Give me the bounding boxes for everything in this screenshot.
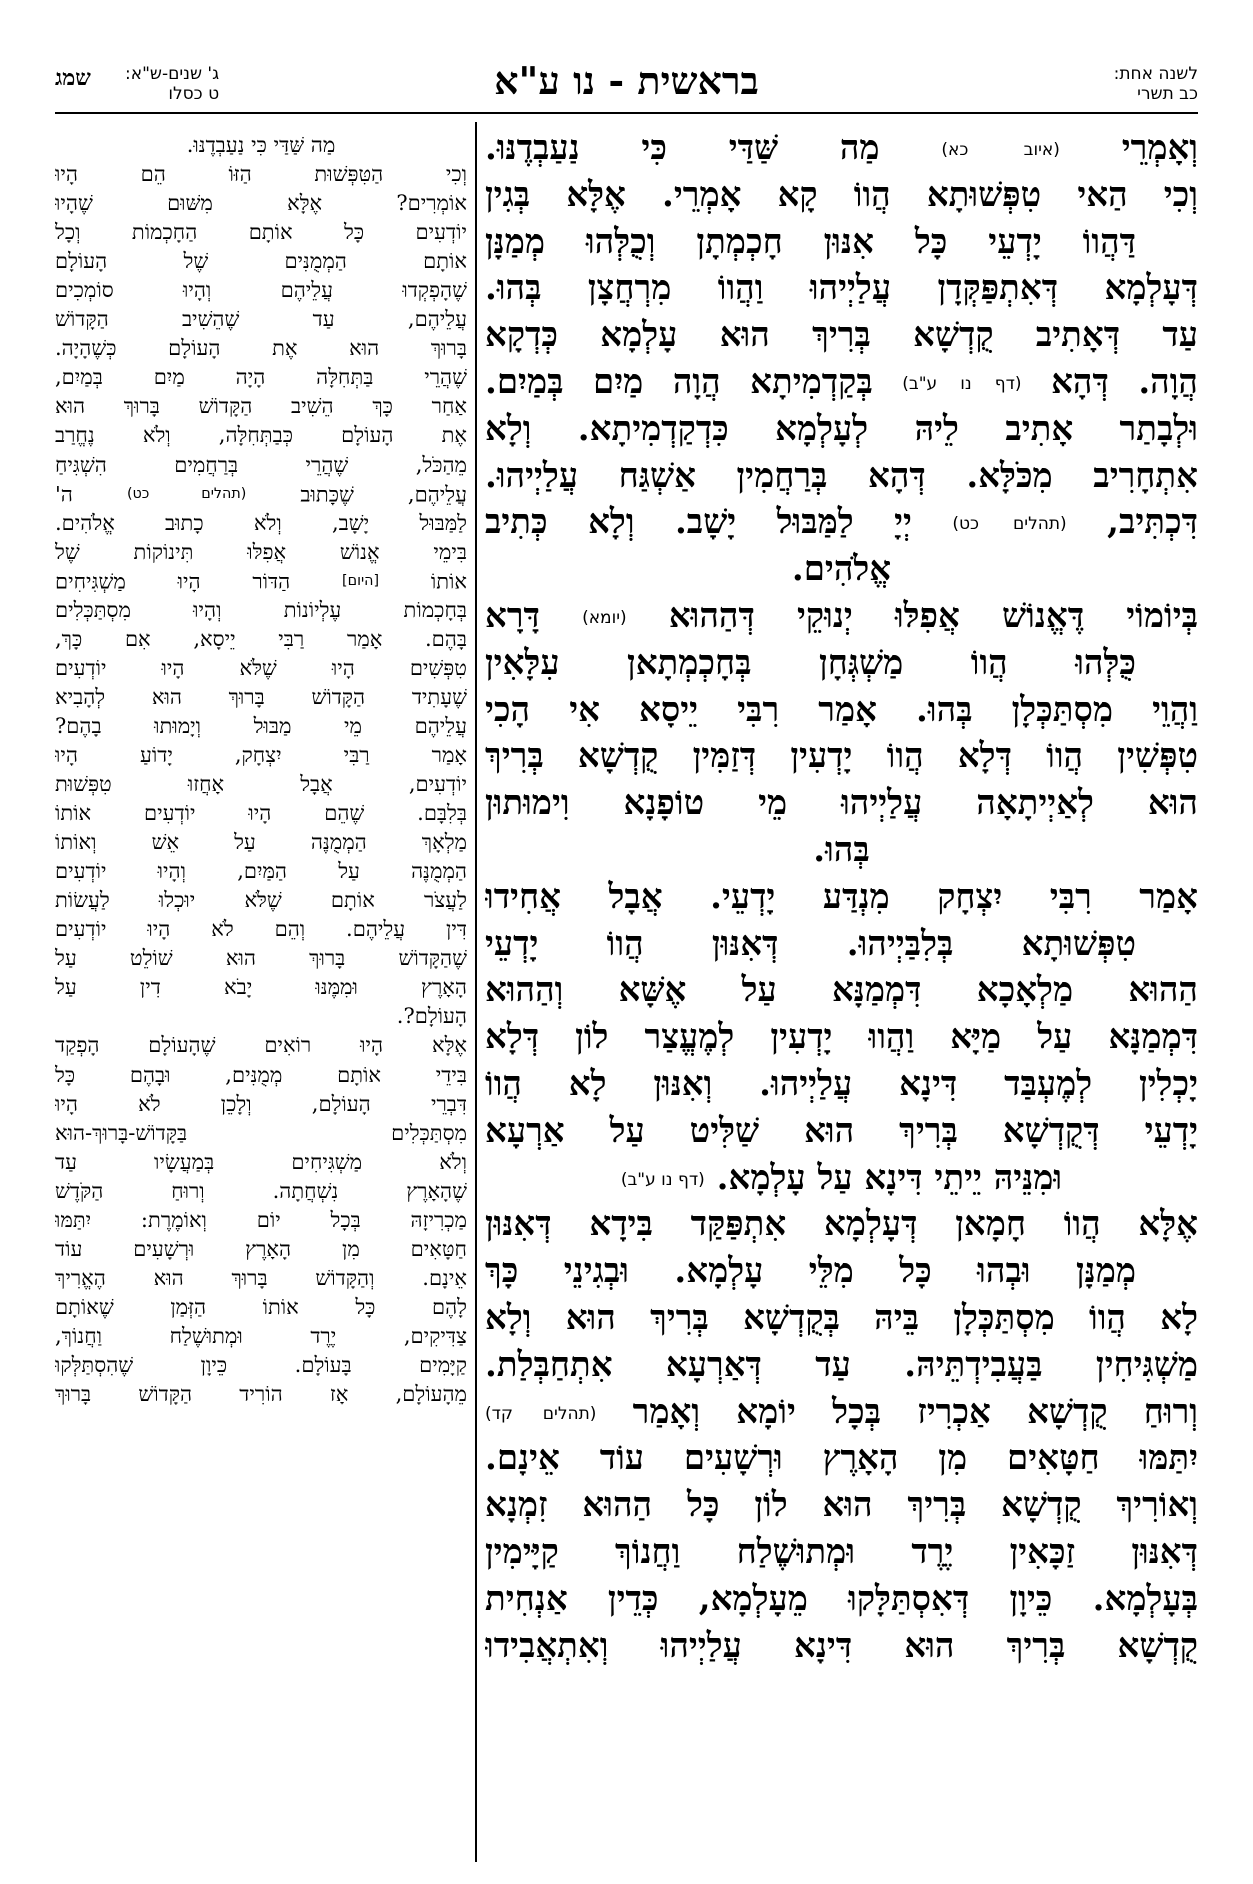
main-line: אָמַר רִבִּי יִצְחָק מִנְדַּע יָדְעֵי. אֲבָל אֲחִידוּ <box>485 876 1198 917</box>
commentary-line: לָהֶם כָּל אוֹתוֹ הַזְּמַן שֶׁאוֹתָם <box>55 1294 467 1319</box>
commentary-line: שֶׁהַקָּדוֹשׁ בָּרוּךְ הוּא שׁוֹלֵט עַל <box>55 946 467 971</box>
commentary-line: דִּין עֲלֵיהֶם. וְהֵם לֹא הָיוּ יוֹדְעִים <box>55 917 467 942</box>
source-reference: (דף נו ע"ב) <box>902 373 1022 394</box>
commentary-line: בְּחָכְמוֹת עֶלְיוֹנוֹת וְהָיוּ מִסְתַּכְּלִים <box>55 597 467 622</box>
commentary-line: שֶׁהָאָרֶץ נִשְׁחֲתָה. וְרוּחַ הַקֹּדֶשׁ <box>55 1178 467 1203</box>
main-line: מַשְׁגִּיחִין בַּעֲבִידְתֵּיהּ. עַד דְּאַרְעָא אִתְחַבְּלַת. <box>485 1344 1198 1385</box>
main-line: הוּא לְאַיְיתָאָה עֲלַיְיהוּ מֵי טוֹפָנָא וִימוּתוּן <box>485 783 1198 824</box>
main-line: וְאוֹרִיךְ קֻדְשָׁא בְּרִיךְ הוּא לוֹן כָּל הַהוּא זִמְנָא <box>485 1485 1198 1526</box>
commentary-line: וְלֹא מַשְׁגִּיחִים בְּמַעֲשָׂיו עַד <box>55 1149 467 1174</box>
main-line: אֶלָּא הֲווֹ חָמָאן דְּעָלְמָא אִתְפַּקַּד בִּידָא דְּאִנּוּן <box>485 1204 1198 1245</box>
commentary-line: שֶׁהָפְקְדוּ עֲלֵיהֶם וְהָיוּ סוֹמְכִים <box>55 278 467 303</box>
zohar-aramaic-column <box>485 125 1198 1669</box>
main-line: הַהוּא מַלְאָכָא דִּמְמַנָּא עַל אֶשָּׁא וְהַהוּא <box>485 970 1198 1011</box>
main-line: אֱלֹהִים. <box>791 549 892 590</box>
commentary-line: צַדִּיקִים, יֶרֶד וּמְתוּשֶׁלַח וַחֲנוֹךְ, <box>55 1323 467 1348</box>
commentary-line: חַטָּאִים מִן הָאָרֶץ וּרְשָׁעִים עוֹד <box>55 1236 467 1261</box>
commentary-line: אָמַר רַבִּי יִצְחָק, יָדוֹעַ הָיוּ <box>55 742 467 767</box>
main-line: דְּאִנּוּן זַכָּאִין יֶרֶד וּמְתוּשֶׁלַח וַחֲנוֹךְ קַיָּימִין <box>485 1531 1198 1572</box>
commentary-line: מַכְרִיזָהּ בְּכָל יוֹם וְאוֹמֶרֶת: יִתַּמּוּ <box>55 1207 467 1232</box>
commentary-line: אֶלָּא הָיוּ רוֹאִים שֶׁהָעוֹלָם הָפְקַד <box>55 1033 467 1058</box>
main-line: וּלְבָתַר אָתִיב לֵיהּ לְעָלְמָא כִּדְקַדְמִיתָא. וְלָא <box>485 408 1198 449</box>
commentary-line: אוֹתוֹ [היום] הַדּוֹר הָיוּ מַשְׁגִּיחִים <box>55 569 467 594</box>
schedule-label-one-year: לשנה אחת: <box>1113 64 1198 84</box>
commentary-line: מַלְאָךְ הַמְמֻנֶּה עַל אֵשׁ וְאוֹתוֹ <box>55 830 467 855</box>
commentary-line: לַעֲצֹר אוֹתָם שֶׁלֹּא יוּכְלוּ לַעֲשׂוֹת <box>55 888 467 913</box>
page-header <box>55 60 1198 105</box>
commentary-line: בָּהֶם. אָמַר רַבִּי יֵיסָא, אִם כָּךְ, <box>55 626 467 651</box>
commentary-line: לַמַּבּוּל יָשָׁב, וְלֹא כָתוּב אֱלֹהִים. <box>55 510 467 535</box>
header-divider <box>55 112 1198 114</box>
source-reference: (איוב כא) <box>941 139 1060 160</box>
commentary-line: מֵהַכֹּל, שֶׁהֲרֵי בְּרַחֲמִים הִשְׁגִּיחַ <box>55 452 467 477</box>
main-line: יָדְעֵי דְּקֻדְשָׁא בְּרִיךְ הוּא שַׁלִּיט עַל אַרְעָא <box>485 1110 1198 1151</box>
source-reference: (יומא) <box>582 607 627 628</box>
commentary-line: מֵהָעוֹלָם, אָז הוֹרִיד הַקָּדוֹשׁ בָּרוּךְ <box>55 1382 467 1407</box>
column-divider <box>475 122 477 1862</box>
main-line: טִפְּשִׁין הֲווֹ דְּלָא הֲווֹ יָדְעִין דְּזַמִּין קֻדְשָׁא בְּרִיךְ <box>485 736 1198 777</box>
main-line: טִפְּשׁוּתָא בְּלִבַּיְיהוּ. דְּאִנּוּן הֲווֹ יָדְעֵי <box>485 923 1136 964</box>
main-line: וְכִי הַאי טִפְּשׁוּתָא הֲווֹ קָא אָמְרֵי. אֶלָּא בְּגִין <box>485 174 1198 215</box>
main-line: קֻדְשָׁא בְּרִיךְ הוּא דִּינָא עֲלַיְיהוּ וְאִתְאֲבִידוּ <box>485 1625 1198 1666</box>
commentary-line: מַה שַּׁדַּי כִּי נַעַבְדֶנּוּ. <box>186 133 336 157</box>
source-reference: (תהלים קד) <box>485 1403 597 1424</box>
main-line: לָא הֲווֹ מִסְתַּכְּלָן בֵּיהּ בְּקֻדְשָׁא בְּרִיךְ הוּא וְלָא <box>485 1297 1198 1338</box>
commentary-line: שֶׁהֲרֵי בַּתְּחִלָּה הָיָה מַיִם בְּמַיִם, <box>55 365 467 390</box>
commentary-line: יוֹדְעִים, אֲבָל אָחֲזוּ טִפְּשׁוּת <box>55 772 467 797</box>
commentary-line: אוֹתָם הַמְמֻנִּים שֶׁל הָעוֹלָם <box>55 249 467 274</box>
commentary-line: אַחַר כָּךְ הֵשִׁיב הַקָּדוֹשׁ בָּרוּךְ הוּא <box>55 394 467 419</box>
main-line: וְאָמְרֵי (איוב כא) מַה שַּׁדַּי כִּי נַעַבְדֶנּוּ. <box>485 128 1198 168</box>
page-number: שמג <box>55 65 91 91</box>
commentary-line: בִּימֵי אֱנוֹשׁ אֲפִלּוּ תִּינוֹקוֹת שֶׁל <box>55 539 467 564</box>
source-reference: [היום] <box>342 572 380 589</box>
commentary-line: בָּרוּךְ הוּא אֶת הָעוֹלָם כְּשֶׁהָיָה. <box>55 336 467 361</box>
commentary-line: שֶׁעָתִיד הַקָּדוֹשׁ בָּרוּךְ הוּא לְהָבִיא <box>55 684 467 709</box>
commentary-line: הַמְמֻנֶּה עַל הַמַּיִם, וְהָיוּ יוֹדְעִים <box>55 859 467 884</box>
commentary-line: הָעוֹלָם?. <box>396 1004 467 1029</box>
schedule-date-three-years: ט כסלו <box>168 84 220 104</box>
source-reference: (דף נו ע"ב) <box>620 1169 705 1190</box>
main-line: עַד דְּאָתִיב קֻדְשָׁא בְּרִיךְ הוּא עָלְמָא כְּדְקָא <box>485 315 1198 356</box>
main-line: בְּהוּ. <box>813 829 870 870</box>
main-line: וַהֲוֵי מִסְתַּכְּלָן בְּהוּ. אָמַר רִבִּי יֵיסָא אִי הָכִי <box>485 689 1198 730</box>
page-title: בראשית - נו ע"א <box>494 58 759 103</box>
main-line: כֻּלְּהוּ הֲווֹ מַשְׁגְּחָן בְּחָכְמְתָאן עִלָּאִין <box>485 642 1136 683</box>
commentary-line: הָאָרֶץ וּמִמֶּנּוּ יָבֹא דִין עַל <box>55 975 467 1000</box>
main-line: יָכְלִין לְמֶעְבַּד דִּינָא עֲלַיְיהוּ. וְאִנּוּן לָא הֲווֹ <box>485 1063 1198 1104</box>
main-line: דַּהֲווֹ יָדְעֵי כָּל אִנּוּן חָכְמְתָן וְכֻלְּהוּ מְמַנָּן <box>485 221 1136 262</box>
source-reference: (תהלים כט) <box>126 485 247 502</box>
main-line: מְמַנָּן וּבְהוּ כָּל מִלֵּי עָלְמָא. וּבְגִינֵי כָּךְ <box>485 1251 1136 1292</box>
commentary-line: אֵינָם. וְהַקָּדוֹשׁ בָּרוּךְ הוּא הֶאֱרִיךְ <box>55 1265 467 1290</box>
commentary-line: בְּלִבָּם. שֶׁהֵם הָיוּ יוֹדְעִים אוֹתוֹ <box>55 801 467 826</box>
main-line: וְרוּחַ קֻדְשָׁא אַכְרִיז בְּכָל יוֹמָא וְאָמַר (תהלים קד) <box>485 1391 1198 1432</box>
main-line: אִתְחָרִיב מִכֹּלָּא. דְּהָא בְּרַחֲמִין אַשְׁגַּח עֲלַיְיהוּ. <box>485 455 1198 496</box>
commentary-line: קַיָּמִים בָּעוֹלָם. כֵּיוָן שֶׁהִסְתַּלְּקוּ <box>55 1352 467 1377</box>
commentary-line: אֶת הָעוֹלָם כְּבַתְּחִלָּה, וְלֹא נֶחֱרַב <box>55 423 467 448</box>
commentary-line: בִּידֵי אוֹתָם מְמֻנִּים, וּבָהֶם כָּל <box>55 1062 467 1087</box>
commentary-line: עֲלֵיהֶם מֵי מַבּוּל וְיָמוּתוּ בָהֶם? <box>55 713 467 738</box>
main-line: וּמִנֵּיהּ יֵיתֵי דִּינָא עַל עָלְמָא. (דף נו ע"ב) <box>620 1157 1063 1198</box>
commentary-line: מִסְתַּכְּלִים בַּקָּדוֹשׁ-בָּרוּךְ-הוּא <box>55 1120 467 1145</box>
hebrew-translation-column <box>55 131 467 1409</box>
main-line: בְּיוֹמוֹי דֶּאֱנוֹשׁ אֲפִלּוּ יְנוּקֵי דְּהַהוּא (יומא) דָּרָא <box>485 595 1198 636</box>
commentary-line: עֲלֵיהֶם, עַד שֶׁהֵשִׁיב הַקָּדוֹשׁ <box>55 307 467 332</box>
main-line: דְּעָלְמָא דְּאִתְפַּקְּדָן עֲלַיְיהוּ וַהֲווֹ מִרְחֲצָן בְּהוּ. <box>485 268 1198 309</box>
commentary-line: דִּבְרֵי הָעוֹלָם, וְלָכֵן לֹא הָיוּ <box>55 1091 467 1116</box>
main-line: יִתַּמּוּ חַטָּאִים מִן הָאָרֶץ וּרְשָׁעִים עוֹד אֵינָם. <box>485 1438 1198 1479</box>
commentary-line: יוֹדְעִים כָּל אוֹתָם הַחָכְמוֹת וְכָל <box>55 220 467 245</box>
schedule-date-one-year: כב תשרי <box>1137 84 1198 104</box>
schedule-three-years-text <box>125 64 219 104</box>
main-line: דִּכְתִּיב, (תהלים כט) יְיָ לַמַּבּוּל יָשָׁב. וְלָא כְּתִיב <box>485 502 1198 543</box>
main-line: דִּמְמַנָּא עַל מַיָּא וַהֲווּ יָדְעִין לְמֶעֱצַר לוֹן דְּלָא <box>485 1017 1198 1058</box>
schedule-label-three-years: ג' שנים-ש"א: <box>125 64 220 84</box>
main-line: בְּעָלְמָא. כֵּיוָן דְּאִסְתַּלָּקוּ מֵעָלְמָא, כְּדֵין אַנְחִית <box>485 1578 1198 1619</box>
commentary-line: וְכִי הַטִּפְּשׁוּת הַזּוֹ הֵם הָיוּ <box>55 162 467 187</box>
commentary-line: עֲלֵיהֶם, שֶׁכָּתוּב (תהלים כט) ה' <box>55 482 467 507</box>
source-reference: (תהלים כט) <box>952 514 1067 535</box>
commentary-line: אוֹמְרִים? אֶלָּא מִשּׁוּם שֶׁהָיוּ <box>55 191 467 216</box>
main-line: הֲוָה. דְּהָא (דף נו ע"ב) בְּקַדְמִיתָא הֲוָה מַיִם בְּמַיִם. <box>485 361 1198 402</box>
commentary-line: טִפְּשִׁים הָיוּ שֶׁלֹּא הָיוּ יוֹדְעִים <box>55 655 467 680</box>
